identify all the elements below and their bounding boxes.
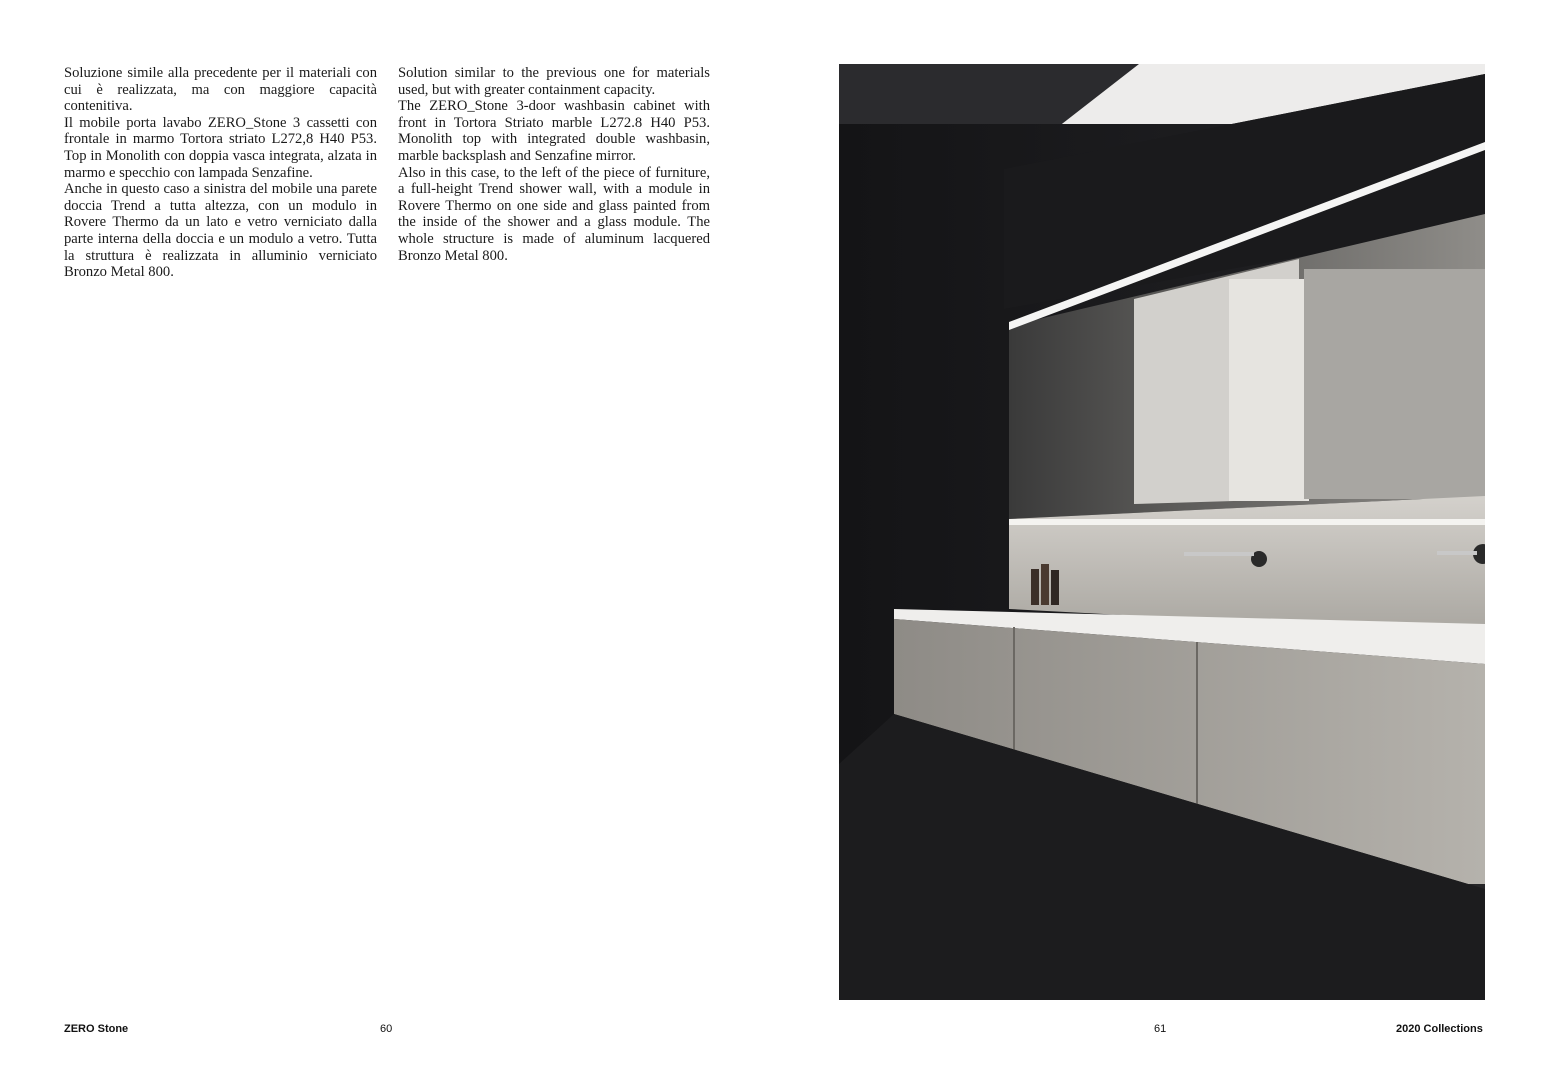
italian-paragraph: Soluzione simile alla precedente per il materiali con cui è realizzata, ma con maggiore capacità contenitiva. (64, 65, 377, 115)
page-number: 61 (1154, 1023, 1167, 1035)
bathroom-photo (839, 64, 1485, 1000)
english-paragraph: The ZERO_Stone 3-door washbasin cabinet with front in Tortora Striato marble L272.8 H40 P53. Monolith top with integrated double washbasin, marble backsplash and Senzafine mirror. (398, 98, 710, 164)
italian-text-column (64, 65, 377, 281)
english-text-column (398, 65, 710, 264)
italian-paragraph: Il mobile porta lavabo ZERO_Stone 3 cassetti con frontale in marmo Tortora striato L272,8 H40 P53. Top in Monolith con doppia vasca integrata, alzata in marmo e specchio con lampada Senzafine. (64, 114, 377, 181)
italian-paragraph: Anche in questo caso a sinistra del mobile una parete doccia Trend a tutta altezza, con un modulo in Rovere Thermo da un lato e vetro verniciato dalla parte interna della doccia e un modulo a vetro. Tutta la struttura è realizzata in alluminio verniciato Bronzo Metal 800. (64, 181, 377, 281)
english-paragraph: Solution similar to the previous one for materials used, but with greater containment capacity. (398, 65, 710, 98)
page-number: 60 (380, 1023, 393, 1035)
footer-title: ZERO Stone (64, 1023, 129, 1035)
english-paragraph: Also in this case, to the left of the piece of furniture, a full-height Trend shower wall, with a module in Rovere Thermo on one side and glass painted from the inside of the shower and a glass module. The whole structure is made of aluminum lacquered Bronzo Metal 800. (398, 164, 710, 264)
footer-title: 2020 Collections (1396, 1023, 1483, 1035)
